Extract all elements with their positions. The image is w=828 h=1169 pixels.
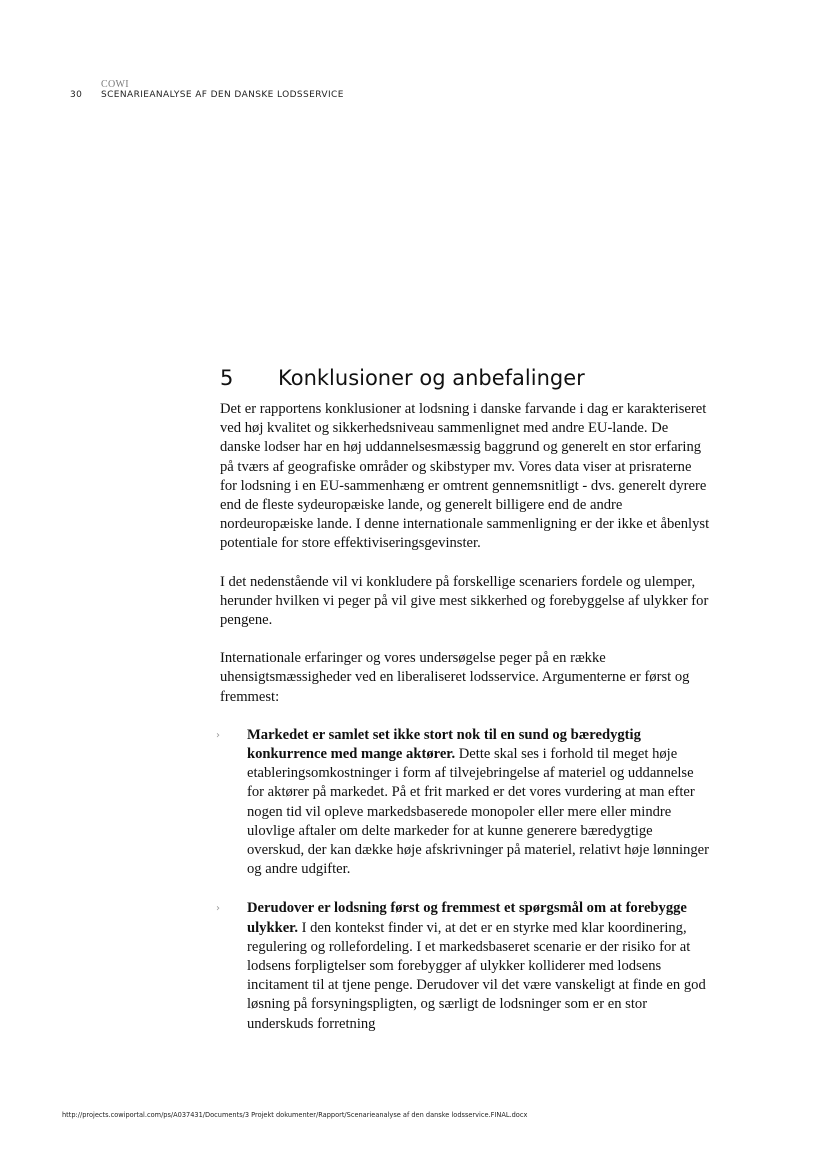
body-text: [216, 400, 712, 1054]
paragraph: Internationale erfaringer og vores undersøgelse peger på en række uhensigtsmæssigheder ved en liberaliseret lodsservice. Argumenterne er først og fremmest:: [220, 650, 690, 705]
bullet-lead: Derudover er lodsning først og fremmest et spørgsmål om at forebygge ulykker.: [247, 900, 687, 936]
bullet-text: I den kontekst finder vi, at det er en styrke med klar koordinering, regulering og rollefordeling. I et markedsbaseret scenarie er der risiko for at lodsens forpligtelser som forebygger af ulykker kolliderer med lodsens incitament til at tjene penge. Derudover vil det være vanskeligt at finde en god løsning på forsyningspligten, og særligt de lodsninger som er en stor underskuds forretning: [247, 919, 706, 1032]
company-logo: COWI: [101, 79, 129, 90]
running-title: SCENARIEANALYSE AF DEN DANSKE LODSSERVICE: [101, 90, 344, 100]
chapter-number: 5: [220, 366, 234, 390]
bullet-text: Dette skal ses i forhold til meget høje etableringsomkostninger i form af tilvejebringelse af materiel og uddannelse for aktører på markedet. På et frit marked er det vores vurdering at man efter nogen tid vil opleve markedsbaserede monopoler eller mere eller mindre ulovlige aftaler om delte markeder for at kunne generere bæredygtige overskud, der kan dække høje afskrivninger på materiel, relativt høje lønninger og andre udgifter.: [247, 746, 709, 878]
paragraph: Det er rapportens konklusioner at lodsning i danske farvande i dag er karakteriseret ved høj kvalitet og sikkerhedsniveau sammenlignet med andre EU-lande. De danske lodser har en høj uddannelsesmæssig baggrund og generelt en stor erfaring på tværs af geografiske områder og skibstyper mv. Vores data viser at prisraterne for lodsning i en EU-sammenhæng er omtrent gennemsnitligt - dvs. generelt dyrere end de fleste sydeuropæiske lande, og generelt billigere end de andre nordeuropæiske lande. I denne internationale sammenligning er der ikke et åbenlyst potentiale for store effektiviseringsgevinster.: [220, 401, 710, 552]
bullet-lead: Markedet er samlet set ikke stort nok til en sund og bæredygtig konkurrence med mange aktører.: [247, 726, 641, 763]
bullet-marker-icon: ›: [216, 729, 220, 741]
footer-url: http://projects.cowiportal.com/ps/A037431/Documents/3 Projekt dokumenter/Rapport/Scenarieanalyse af den danske lodsservice.FINAL.docx: [62, 1111, 528, 1119]
paragraph: I det nedenstående vil vi konkludere på forskellige scenariers fordele og ulemper, herunder hvilken vi peger på vil give mest sikkerhed og forebyggelse af ulykker for pengene.: [220, 573, 709, 629]
bullet-item: [216, 899, 712, 1033]
chapter-title: Konklusioner og anbefalinger: [278, 366, 585, 390]
bullet-item: [216, 726, 712, 880]
page-number: 30: [70, 90, 83, 100]
bullet-marker-icon: ›: [216, 903, 220, 915]
chapter-heading: [220, 366, 585, 390]
